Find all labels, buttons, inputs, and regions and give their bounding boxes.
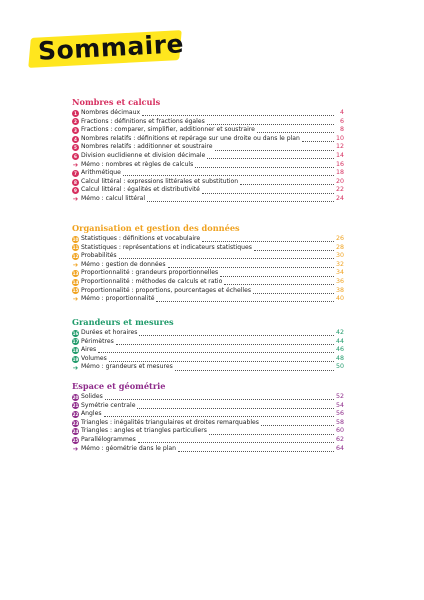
entry-label: Proportionnalité : méthodes de calculs et ratio	[81, 277, 223, 285]
toc-section	[72, 317, 344, 372]
chapter-number-badge: 24	[72, 429, 79, 435]
chapter-number-badge: 1	[72, 110, 79, 117]
dot-leader	[202, 240, 334, 242]
section-title: Grandeurs et mesures	[72, 317, 174, 327]
chapter-number-badge: 21	[72, 403, 79, 409]
entry-label: Mémo : géométrie dans le plan	[81, 444, 177, 452]
toc-entry[interactable]	[72, 244, 344, 253]
dot-leader	[209, 433, 334, 435]
toc-section	[72, 381, 344, 453]
toc-entry[interactable]	[72, 235, 344, 244]
toc-entry[interactable]	[72, 169, 344, 178]
entry-label: Probabilités	[81, 252, 117, 260]
entry-label: Triangles : angles et triangles particuliers	[81, 427, 207, 435]
toc-entry[interactable]	[72, 278, 344, 287]
dot-leader	[202, 192, 334, 194]
page-number: 54	[335, 401, 344, 409]
page-number: 40	[335, 295, 344, 303]
page-number: 32	[335, 260, 344, 268]
toc-memo-entry[interactable]	[72, 295, 344, 304]
page-number: 52	[335, 393, 344, 400]
chapter-number-badge: 25	[72, 437, 79, 443]
page-number: 22	[335, 186, 344, 194]
section-title: Nombres et calculs	[72, 97, 161, 107]
chapter-number-badge: 5	[72, 144, 79, 151]
page-number: 46	[335, 346, 344, 354]
page-number: 38	[335, 286, 344, 294]
page-number: 14	[335, 151, 344, 159]
dot-leader	[104, 415, 334, 417]
toc-entry[interactable]	[72, 152, 344, 161]
page-number: 30	[335, 252, 344, 260]
chapter-number-badge: 8	[72, 179, 79, 186]
dot-leader	[207, 157, 334, 159]
dot-leader	[253, 292, 334, 294]
entry-label: Volumes	[81, 354, 107, 362]
entry-label: Division euclidienne et division décimale	[81, 151, 206, 159]
toc-entry[interactable]	[72, 436, 344, 445]
dot-leader	[178, 450, 334, 452]
entry-label: Solides	[81, 393, 103, 400]
page-number: 16	[335, 160, 344, 168]
dot-leader	[240, 183, 334, 185]
toc-entry[interactable]	[72, 346, 344, 355]
entry-label: Mémo : gestion de données	[81, 260, 166, 268]
page-number: 18	[335, 169, 344, 177]
entry-label: Calcul littéral : égalités et distributivité	[81, 186, 200, 194]
entry-label: Mémo : proportionnalité	[81, 295, 155, 303]
chapter-number-badge: 4	[72, 136, 79, 143]
page-number: 12	[335, 143, 344, 151]
page-number: 50	[335, 363, 344, 371]
chapter-number-badge: 14	[72, 279, 79, 285]
chapter-number-badge: 13	[72, 271, 79, 277]
entry-label: Mémo : grandeurs et mesures	[81, 363, 173, 371]
entry-label: Nombres relatifs : additionner et soustraire	[81, 143, 213, 151]
page-number: 48	[335, 354, 344, 362]
dot-leader	[254, 249, 334, 251]
dot-leader	[168, 266, 334, 268]
chapter-number-badge: 19	[72, 356, 79, 362]
dot-leader	[116, 343, 334, 345]
title-banner	[30, 30, 184, 68]
arrow-right-icon: ➔	[72, 195, 79, 204]
chapter-number-badge: 9	[72, 187, 79, 194]
page-number: 4	[339, 109, 344, 116]
dot-leader	[261, 424, 334, 426]
page-number: 36	[335, 277, 344, 285]
page-number: 62	[335, 435, 344, 443]
page-number: 58	[335, 418, 344, 426]
toc-entry[interactable]	[72, 126, 344, 135]
dot-leader	[139, 334, 334, 336]
page-number: 6	[339, 117, 344, 125]
arrow-right-icon: ➔	[72, 160, 79, 169]
entry-label: Statistiques : représentations et indicateurs statistiques	[81, 243, 252, 251]
chapter-number-badge: 17	[72, 339, 79, 345]
dot-leader	[175, 369, 334, 371]
dot-leader	[105, 398, 334, 400]
entry-label: Parallélogrammes	[81, 435, 136, 443]
entry-label: Durées et horaires	[81, 329, 138, 336]
toc-entry[interactable]	[72, 143, 344, 152]
page-number: 20	[335, 177, 344, 185]
chapter-number-badge: 18	[72, 347, 79, 353]
page-number: 28	[335, 243, 344, 251]
entry-label: Statistiques : définitions et vocabulaire	[81, 235, 201, 242]
dot-leader	[302, 140, 334, 142]
entry-label: Mémo : calcul littéral	[81, 194, 146, 202]
page-number: 8	[339, 126, 344, 134]
toc-memo-entry[interactable]	[72, 161, 344, 170]
chapter-number-badge: 7	[72, 170, 79, 177]
toc-entry[interactable]	[72, 135, 344, 144]
toc-memo-entry[interactable]	[72, 445, 344, 454]
entry-label: Calcul littéral : expressions littérales et substitution	[81, 177, 239, 185]
dot-leader	[224, 283, 334, 285]
page-number: 64	[335, 444, 344, 452]
page-number: 10	[335, 134, 344, 142]
entry-label: Fractions : comparer, simplifier, additionner et soustraire	[81, 126, 255, 134]
section-title: Organisation et gestion des données	[72, 223, 240, 233]
chapter-number-badge: 23	[72, 420, 79, 426]
entry-label: Proportionnalité : proportions, pourcentages et échelles	[81, 286, 252, 294]
dot-leader	[109, 360, 334, 362]
chapter-number-badge: 6	[72, 153, 79, 160]
entry-label: Fractions : définitions et fractions égales	[81, 117, 205, 125]
entry-label: Symétrie centrale	[81, 401, 136, 409]
toc-entry[interactable]	[72, 109, 344, 118]
dot-leader	[138, 441, 334, 443]
toc-entry[interactable]	[72, 410, 344, 419]
dot-leader	[156, 300, 334, 302]
arrow-right-icon: ➔	[72, 363, 79, 372]
toc-entry[interactable]	[72, 186, 344, 195]
page-number: 24	[335, 194, 344, 202]
dot-leader	[123, 174, 334, 176]
chapter-number-badge: 20	[72, 394, 79, 400]
dot-leader	[215, 149, 334, 151]
chapter-number-badge: 10	[72, 236, 79, 242]
page-number: 34	[335, 269, 344, 277]
dot-leader	[257, 131, 334, 133]
toc-memo-entry[interactable]	[72, 195, 344, 204]
page-number: 26	[335, 235, 344, 242]
toc-entry[interactable]	[72, 329, 344, 338]
toc-entry[interactable]	[72, 427, 344, 436]
entry-label: Triangles : inégalités triangulaires et droites remarquables	[81, 418, 259, 426]
toc-section	[72, 223, 344, 304]
page-number: 42	[335, 329, 344, 336]
arrow-right-icon: ➔	[72, 444, 79, 453]
page-title: Sommaire	[37, 29, 185, 66]
toc-entry[interactable]	[72, 393, 344, 402]
toc-entry[interactable]	[72, 252, 344, 261]
entry-label: Aires	[81, 346, 97, 354]
entry-label: Nombres relatifs : définitions et repérage sur une droite ou dans le plan	[81, 134, 300, 142]
arrow-right-icon: ➔	[72, 261, 79, 270]
toc-entry[interactable]	[72, 419, 344, 428]
arrow-right-icon: ➔	[72, 295, 79, 304]
chapter-number-badge: 16	[72, 330, 79, 336]
page-number: 44	[335, 337, 344, 345]
chapter-number-badge: 2	[72, 118, 79, 125]
dot-leader	[195, 166, 334, 168]
toc-entry[interactable]	[72, 287, 344, 296]
entry-label: Proportionnalité : grandeurs proportionnelles	[81, 269, 219, 277]
dot-leader	[142, 114, 334, 116]
entry-label: Nombres décimaux	[81, 109, 141, 116]
chapter-number-badge: 15	[72, 288, 79, 294]
page-number: 56	[335, 410, 344, 418]
toc-entry[interactable]	[72, 338, 344, 347]
dot-leader	[137, 407, 334, 409]
entry-label: Mémo : nombres et règles de calculs	[81, 160, 194, 168]
dot-leader	[147, 200, 334, 202]
section-title: Espace et géométrie	[72, 381, 166, 391]
toc-entry[interactable]	[72, 402, 344, 411]
chapter-number-badge: 22	[72, 411, 79, 417]
dot-leader	[207, 123, 334, 125]
dot-leader	[119, 257, 334, 259]
toc-entry[interactable]	[72, 269, 344, 278]
toc-section	[72, 97, 344, 204]
toc-entry[interactable]	[72, 118, 344, 127]
entry-label: Arithmétique	[81, 169, 121, 177]
chapter-number-badge: 12	[72, 253, 79, 259]
entry-label: Périmètres	[81, 337, 114, 345]
entry-label: Angles	[81, 410, 102, 418]
chapter-number-badge: 11	[72, 245, 79, 251]
dot-leader	[98, 351, 334, 353]
page-number: 60	[335, 427, 344, 435]
dot-leader	[220, 275, 334, 277]
chapter-number-badge: 3	[72, 127, 79, 134]
toc-memo-entry[interactable]	[72, 363, 344, 372]
